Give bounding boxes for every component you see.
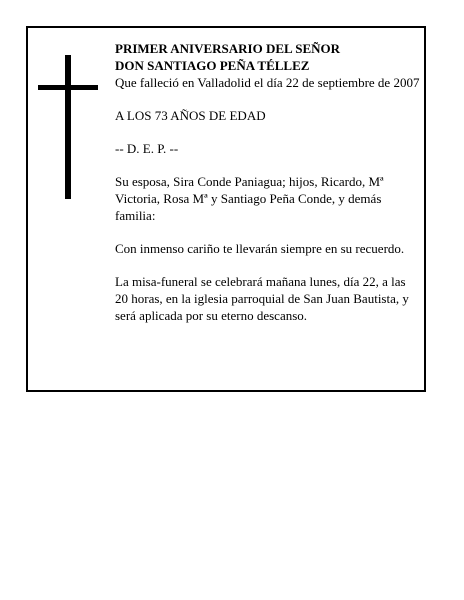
family-paragraph: Su esposa, Sira Conde Paniagua; hijos, Ricardo, Mª Victoria, Rosa Mª y Santiago Peña Conde, y demás familia: — [115, 174, 384, 223]
rip-line: -- D. E. P. -- — [115, 141, 179, 156]
mass-paragraph: La misa-funeral se celebrará mañana lunes, día 22, a las 20 horas, en la iglesia parroquial de San Juan Bautista, y será aplicada por su eterno descanso. — [115, 274, 409, 323]
notice-content — [115, 40, 421, 324]
cross-icon — [38, 55, 98, 199]
cross-vertical-bar — [65, 55, 71, 199]
notice-title-line2: DON SANTIAGO PEÑA TÉLLEZ — [115, 58, 310, 73]
age-line: A LOS 73 AÑOS DE EDAD — [115, 108, 266, 123]
death-info: Que falleció en Valladolid el día 22 de septiembre de 2007 — [115, 75, 420, 90]
remembrance-line: Con inmenso cariño te llevarán siempre en su recuerdo. — [115, 241, 405, 256]
notice-title-line1: PRIMER ANIVERSARIO DEL SEÑOR — [115, 41, 341, 56]
cross-horizontal-bar — [38, 85, 98, 90]
obituary-notice — [26, 26, 426, 392]
